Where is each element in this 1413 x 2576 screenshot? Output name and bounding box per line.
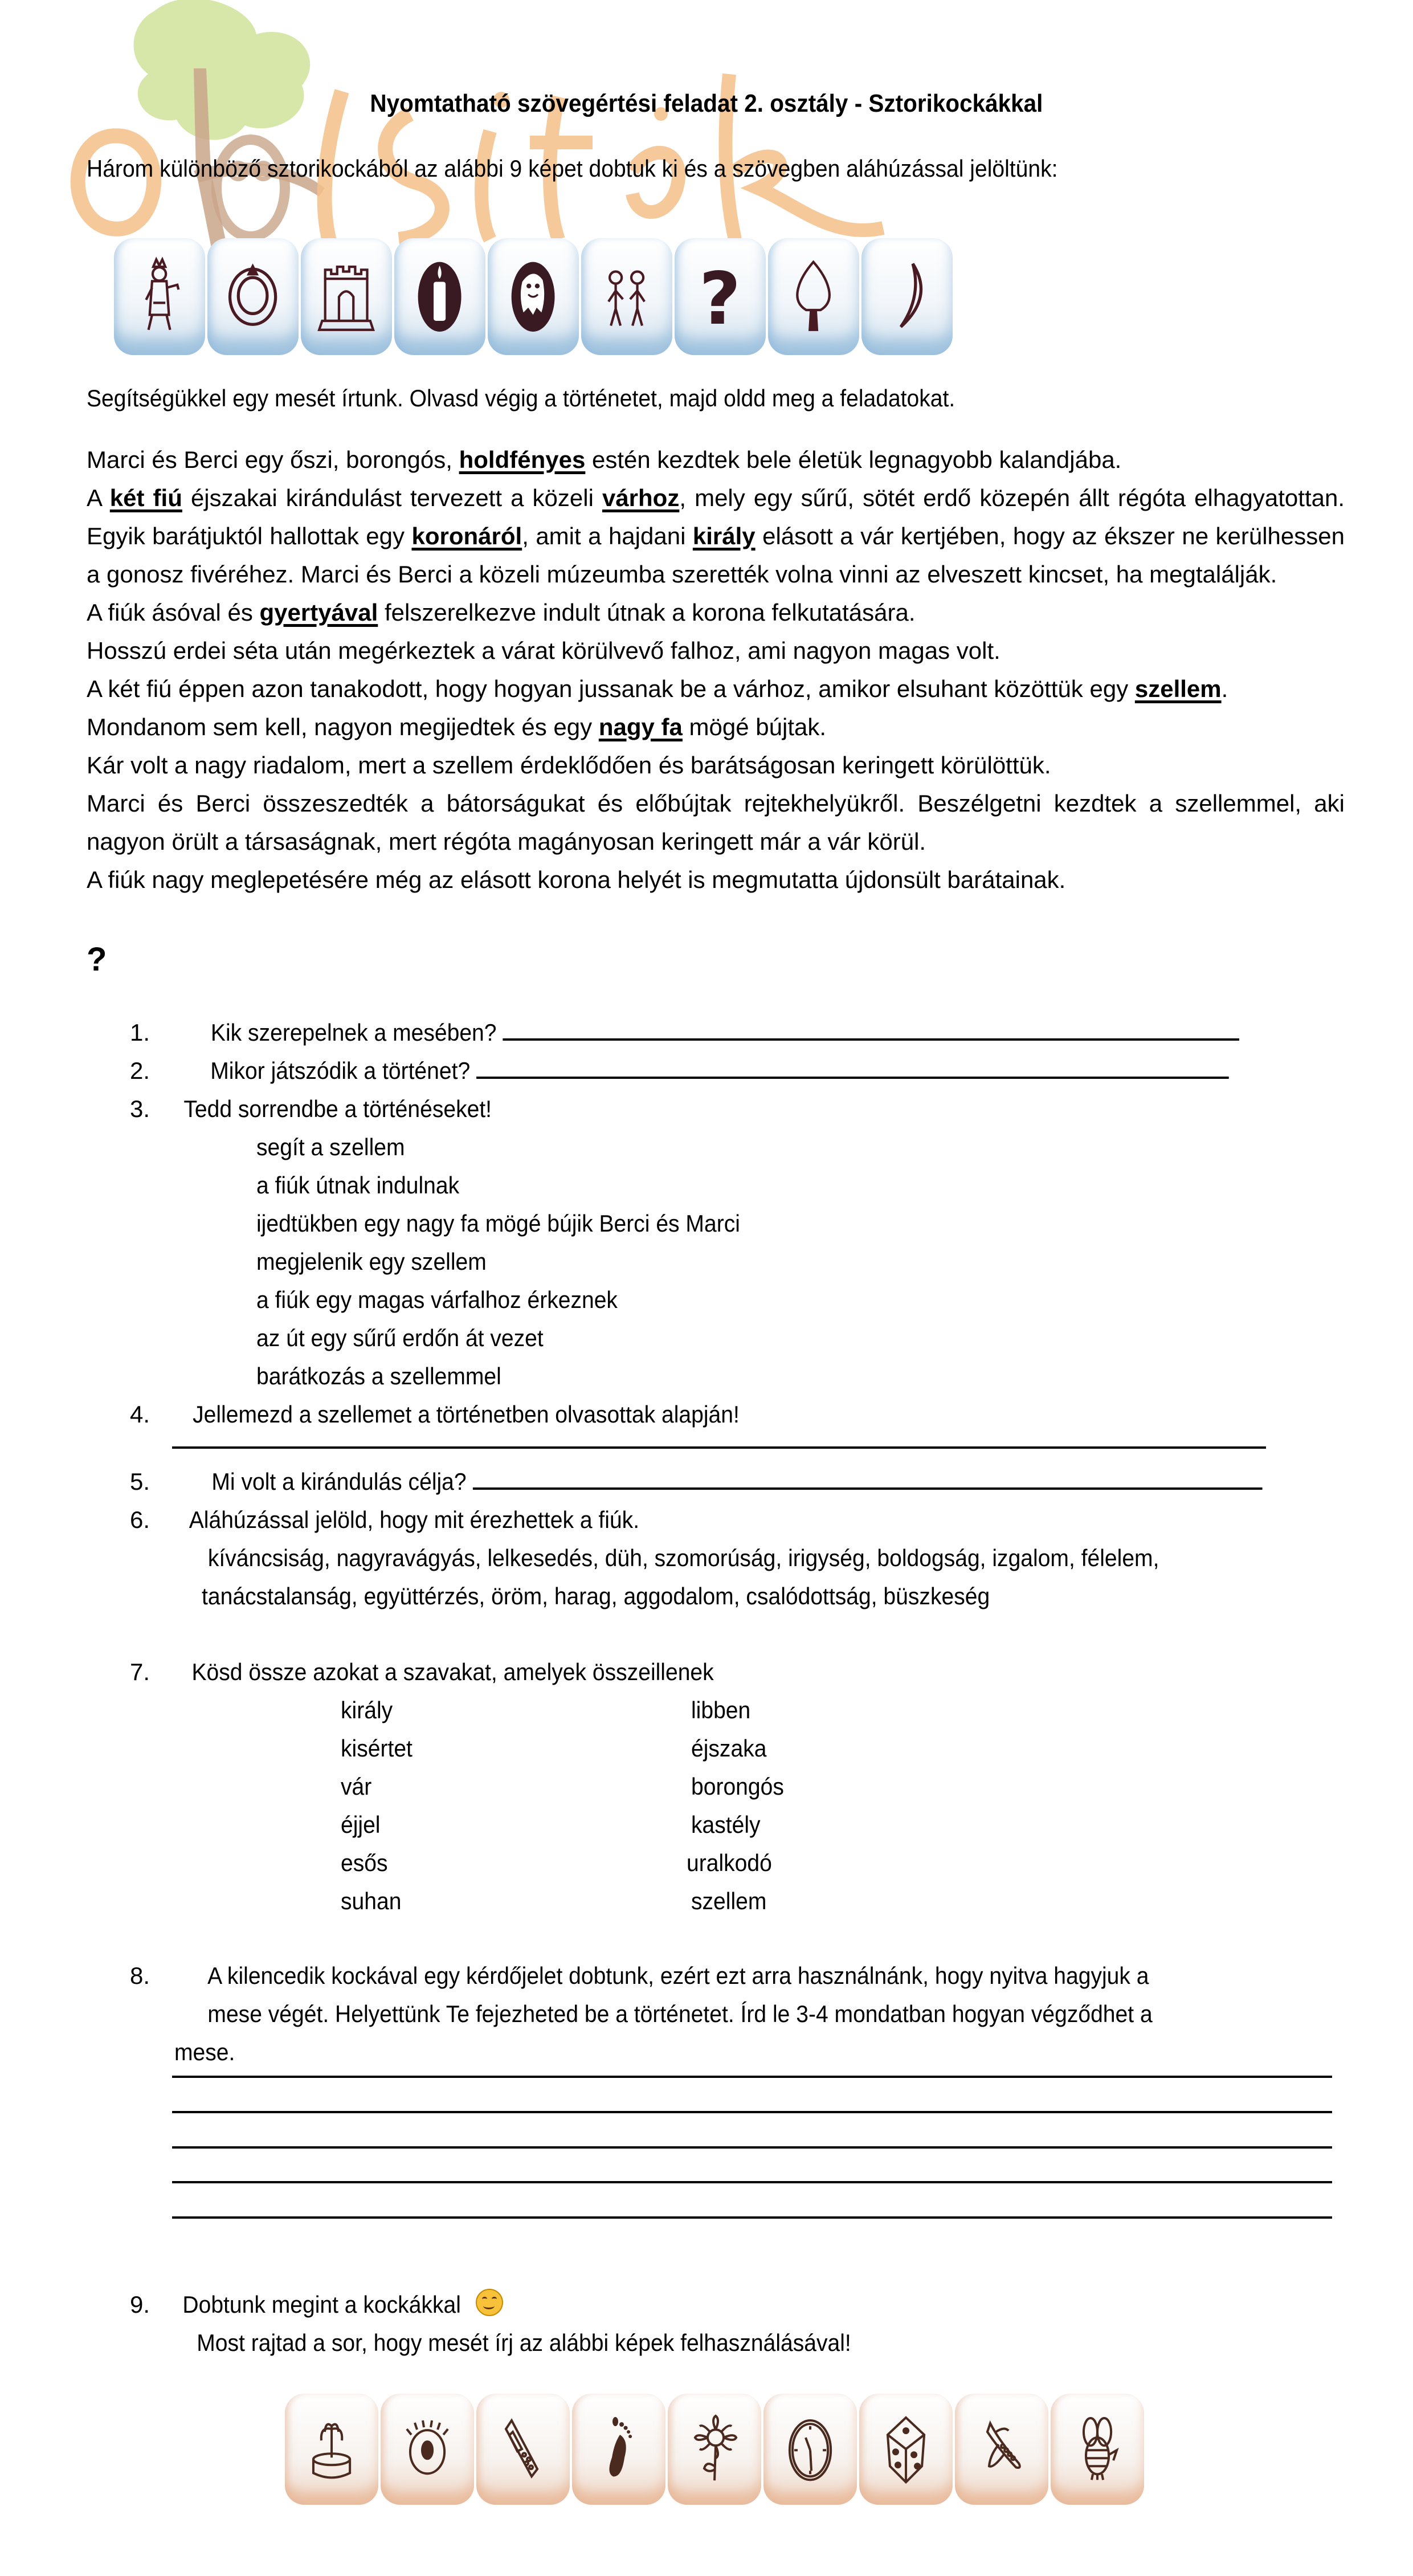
ring-icon [220,255,285,339]
sequence-item: megjelenik egy szellem [256,1248,487,1275]
flower-icon [681,2409,748,2489]
die-footprint [572,2394,665,2505]
sequence-item: az út egy sűrű erdőn át vezet [256,1324,544,1351]
match-right-word[interactable]: borongós [691,1773,784,1800]
question-3: Tedd sorrendbe a történéseket! [183,1095,492,1122]
match-right-word[interactable]: uralkodó [687,1849,772,1876]
match-right-word[interactable]: szellem [691,1888,767,1914]
eye-icon [394,2409,461,2489]
story-paragraph: Kár volt a nagy riadalom, mert a szellem érdeklődően és barátságosan keringett körülöttük. [87,752,1051,778]
question-number: 6. [130,1506,150,1533]
question-8-cont: mese. [174,2039,235,2065]
airplane-icon [968,2409,1035,2489]
die-bee [1051,2394,1144,2505]
question-number: 5. [130,1468,150,1495]
question-4: Jellemezd a szellemet a történetben olvasottak alapján! [193,1401,740,1428]
underlined-keyword: nagy fa [598,714,683,740]
die-airplane [955,2394,1048,2505]
sequence-item: a fiúk egy magas várfalhoz érkeznek [256,1286,618,1313]
question-9: Dobtunk megint a kockákkal [172,2285,503,2324]
story-paragraph: Hosszú erdei séta után megérkeztek a várat körülvevő falhoz, ami nagyon magas volt. [87,637,1000,664]
moon-icon [874,255,940,339]
story-text [87,441,1345,899]
underlined-keyword: koronáról [411,523,522,549]
underlined-keyword: két fiú [109,484,182,511]
die-king [114,238,205,355]
answer-line[interactable] [172,1446,1266,1449]
question-number: 9. [130,2291,150,2318]
underlined-keyword: holdfényes [459,446,586,473]
answer-blank[interactable] [472,1487,1262,1490]
match-left-word[interactable]: király [341,1697,393,1723]
underlined-keyword: gyertyával [259,599,378,626]
match-left-word[interactable]: esős [341,1849,388,1876]
question-number: 2. [130,1057,150,1084]
question-8: A kilencedik kockával egy kérdőjelet dobtunk, ezért ezt arra használnánk, hogy nyitva hagyjuk a [207,1962,1149,1989]
ghost-icon [500,255,566,339]
underlined-keyword: szellem [1134,675,1222,702]
two-boys-icon [594,255,659,339]
feelings-list: kíváncsiság, nagyravágyás, lelkesedés, düh, szomorúság, irigység, boldogság, izgalom, félelem, [207,1544,1159,1571]
sequence-item: segít a szellem [256,1134,405,1160]
story-paragraph: Marci és Berci egy őszi, borongós, holdfényes estén kezdtek bele életük legnagyobb kalandjába. [87,446,1122,473]
match-left-word[interactable]: éjjel [341,1811,381,1838]
candle-icon [407,255,472,339]
answer-blank[interactable] [476,1076,1229,1079]
match-right-word[interactable]: éjszaka [691,1735,767,1762]
answer-line[interactable] [172,2076,1332,2078]
answer-line[interactable] [172,2181,1332,2183]
underlined-keyword: várhoz [602,484,680,511]
bottom-dice-row [285,2394,1144,2505]
question-mark-icon [687,255,753,339]
question-number: 4. [130,1401,150,1428]
story-paragraph: Marci és Berci összeszedték a bátorságukat és előbújtak rejtekhelyükről. Beszélgetni kezdtek a szellemmel, aki nagyon örült a társaságnak, mert régóta magányosan keringett már a vár körül. [87,790,1345,855]
die-dice [859,2394,953,2505]
underlined-keyword: király [692,523,755,549]
fountain-icon [298,2409,365,2489]
die-tree [768,238,859,355]
question-7: Kösd össze azokat a szavakat, amelyek összeillenek [191,1658,714,1685]
top-dice-row [114,238,953,355]
instruction-text: Segítségükkel egy mesét írtunk. Olvasd végig a történetet, majd oldd meg a feladatokat. [87,385,955,411]
answer-blank[interactable] [503,1038,1239,1041]
tree-icon [781,255,846,339]
story-paragraph: A két fiú éppen azon tanakodott, hogy hogyan jussanak be a várhoz, amikor elsuhant közöttük egy szellem. [87,675,1228,702]
question-5: Mi volt a kirándulás célja? [211,1462,1262,1501]
smiling-face-icon [476,2289,503,2316]
question-number: 3. [130,1095,150,1122]
mobile-phone-icon [489,2409,557,2489]
question-number: 7. [130,1658,150,1685]
die-phone [476,2394,570,2505]
question-number: 1. [130,1019,150,1046]
okosito-logo-watermark [57,0,1367,274]
answer-line[interactable] [172,2146,1332,2149]
clock-icon [777,2409,844,2489]
dice-icon [872,2409,940,2489]
die-candle [394,238,485,355]
question-9-cont: Most rajtad a sor, hogy mesét írj az alábbi képek felhasználásával! [197,2329,851,2356]
story-paragraph: Mondanom sem kell, nagyon megijedtek és egy nagy fa mögé bújtak. [87,714,827,740]
die-ghost [488,238,579,355]
die-question [675,238,766,355]
question-2: Mikor játszódik a történet? [210,1051,1228,1090]
answer-line[interactable] [172,2216,1332,2219]
bee-icon [1064,2409,1131,2489]
die-flower [668,2394,761,2505]
question-6: Aláhúzással jelöld, hogy mit érezhettek a fiúk. [189,1506,640,1533]
open-ending-question-mark: ? [87,941,107,978]
question-number: 8. [130,1962,150,1989]
die-castle [301,238,392,355]
castle-icon [313,255,379,339]
die-eye [381,2394,474,2505]
die-ring [207,238,299,355]
sequence-item: a fiúk útnak indulnak [256,1172,460,1199]
story-paragraph: A fiúk ásóval és gyertyával felszerelkezve indult útnak a korona felkutatására. [87,599,916,626]
question-1: Kik szerepelnek a mesében? [211,1013,1239,1051]
die-clock [763,2394,857,2505]
footprint-icon [585,2409,652,2489]
die-moon [861,238,953,355]
match-right-word[interactable]: libben [691,1697,751,1723]
story-paragraph: A két fiú éjszakai kirándulást tervezett a közeli várhoz, mely egy sűrű, sötét erdő közepén állt régóta elhagyatottan. Egyik barátjuktól hallottak egy koronáról, amit a hajdani király elásott a vár kertjében, hogy az ékszer ne kerülhessen a gonosz fivéréhez. Marci és Berci a közeli múzeumba szerették volna vinni az elveszett kincset, ha megtalálják. [87,484,1345,588]
match-left-word[interactable]: suhan [341,1888,402,1914]
answer-line[interactable] [172,2111,1332,2113]
question-8-cont: mese végét. Helyettünk Te fejezheted be a történetet. Írd le 3-4 mondatban hogyan végződhet a [207,2000,1153,2027]
page-title: Nyomtatható szövegértési feladat 2. osztály - Sztorikockákkal [370,89,1043,117]
intro-text: Három különböző sztorikockából az alábbi 9 képet dobtuk ki és a szövegben aláhúzással jelöltünk: [87,155,1058,182]
die-two-boys [581,238,672,355]
die-fountain [285,2394,378,2505]
match-left-word[interactable]: kisértet [341,1735,413,1762]
feelings-list: tanácstalanság, együttérzés, öröm, harag, aggodalom, csalódottság, büszkeség [202,1583,990,1609]
sequence-item: barátkozás a szellemmel [256,1363,501,1389]
sequence-item: ijedtükben egy nagy fa mögé bújik Berci és Marci [256,1210,740,1237]
match-left-word[interactable]: vár [341,1773,372,1800]
svg-text:?: ? [699,256,741,339]
story-paragraph: A fiúk nagy meglepetésére még az elásott korona helyét is megmutatta újdonsült barátainak. [87,866,1066,893]
match-right-word[interactable]: kastély [691,1811,761,1838]
king-icon [126,255,192,339]
